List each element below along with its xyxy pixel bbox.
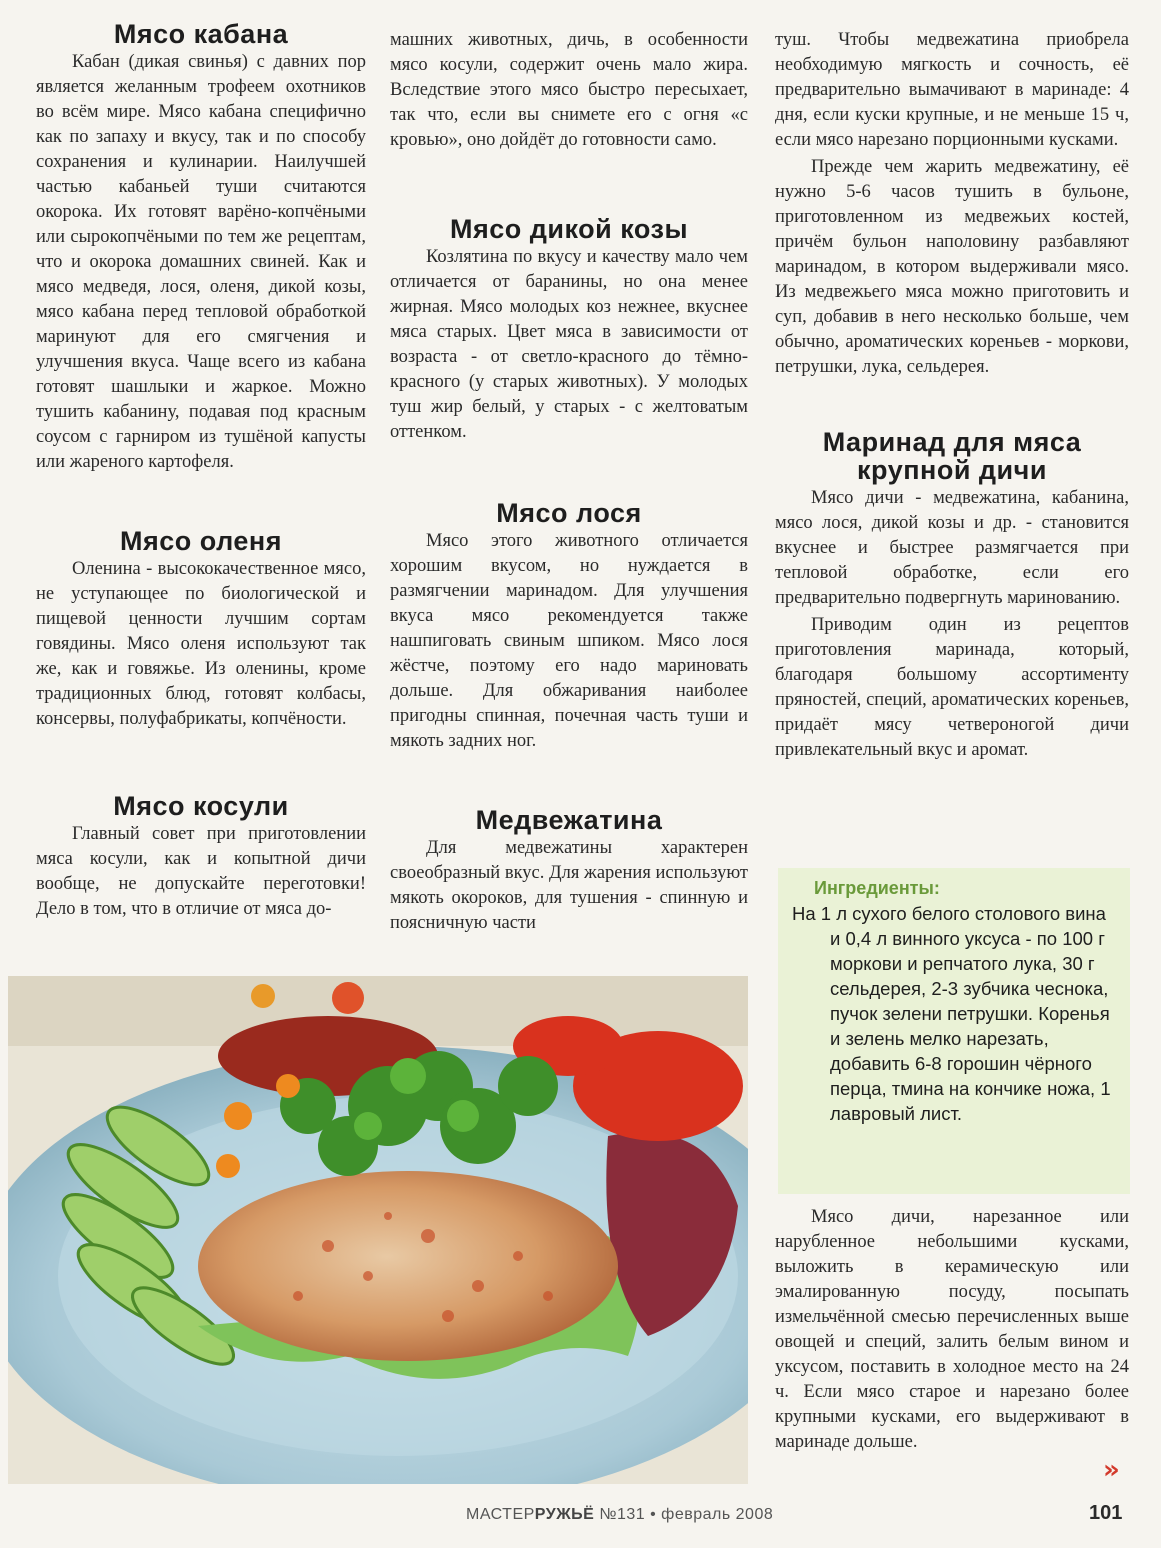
boar-heading: Мясо кабана: [113, 19, 289, 49]
column-2: [390, 28, 748, 938]
ingredients-text: На 1 л сухого белого столового вина и 0,4 л винного уксуса - по 100 г моркови и репчатого лука, 30 г сельдерея, 2-3 зубчика чеснока, пучок зелени петрушки. Коренья и зелень мелко нарезать, добавить 6-8 горошин чёрного перца, тмина на кончике ножа, 1 лавровый лист.: [792, 903, 1111, 1124]
goat-paragraph: Козлятина по вкусу и качеству мало чем отличается от баранины, но она менее жирная. Мясо молодых коз нежнее, вкуснее мяса старых. Цвет мяса в зависимости от возраста - от светло-красного до тёмно-красного (у старых животных). У молодых туш жир белый, у старых - с желтоватым оттенком.: [390, 247, 748, 442]
column-3: [775, 28, 1129, 765]
bear-heading: Медвежатина: [475, 805, 663, 835]
page-number: 101: [1089, 1502, 1123, 1524]
next-page-arrow-icon: »: [1103, 1455, 1120, 1485]
magazine-name-bold: РУЖЬЁ: [534, 1506, 595, 1523]
roe-heading: Мясо косули: [113, 791, 289, 821]
elk-paragraph: Мясо этого животного отличается хорошим вкусом, но нуждается в размягчении маринадом. Для улучшения вкуса мясо рекомендуется также нашпиговать свиным шпиком. Мясо лося жёстче, поэтому его надо мариновать дольше. Для обжаривания наиболее пригодны спинная, почечная часть туши и мякоть задних ног.: [390, 531, 748, 751]
bear-paragraph: Для медвежатины характерен своеобразный вкус. Для жарения используют мякоть окороков, для тушения - спинную и поясничную части: [390, 838, 748, 933]
bear-paragraph-cont: туш. Чтобы медвежатина приобрела необходимую мягкость и сочность, её предварительно вымачивают в маринаде: 4 дня, если куски крупные, и не меньше 15 ч, если мясо нарезано порционными кусками.: [775, 30, 1129, 150]
final-paragraph: Мясо дичи, нарезанное или нарубленное небольшими кусками, выложить в керамическую или эмалированную посуду, посыпать измельчённой смесью перечисленных выше овощей и специй, залить белым вином и уксусом, поставить в холодное место на 24 ч. Если мясо старое и нарезано более крупными кусками, его выдерживают в маринаде дольше.: [775, 1207, 1129, 1452]
roe-paragraph: Главный совет при приготовлении мяса косули, как и копытной дичи вообще, не допускайте переготовки! Дело в том, что в отличие от мяса до-: [36, 824, 366, 919]
ingredients-heading: Ингредиенты:: [814, 878, 940, 898]
dish-photo: [8, 976, 748, 1484]
marinade-paragraph-1: Мясо дичи - медвежатина, кабанина, мясо лося, дикой козы и др. - становится вкуснее и быстрее размягчается при тепловой обработке, если его предварительно подвергнуть маринованию.: [775, 488, 1129, 608]
goat-heading: Мясо дикой козы: [449, 214, 688, 244]
deer-heading: Мясо оленя: [120, 526, 282, 556]
deer-paragraph: Оленина - высококачественное мясо, не уступающее по биологической и пищевой ценности лучшим сортам говядины. Мясо оленя используют так же, как и говяжье. Из оленины, кроме традиционных блюд, готовят колбасы, консервы, полуфабрикаты, копчёности.: [36, 559, 366, 729]
boar-paragraph: Кабан (дикая свинья) с давних пор является желанным трофеем охотников во всём мире. Мясо кабана специфично как по запаху и вкусу, так и по способу сохранения и кулинарии. Наилучшей частью кабаньей туши считаются окорока. Их готовят варёно-копчёными или сырокопчёными по тем же рецептам, что и окорока домашних свиней. Как и мясо медведя, лося, оленя, дикой козы, мясо кабана перед тепловой обработкой маринуют для его смягчения и улучшения вкуса. Чаще всего из кабана готовят шашлыки и жаркое. Можно тушить кабанину, подавая под красным соусом с гарниром из тушёной капусты или жареного картофеля.: [36, 52, 366, 472]
marinade-paragraph-2: Приводим один из рецептов приготовления маринада, который, благодаря большому ассортименту пряностей, специй, ароматических кореньев, придаёт мясу четвероногой дичи привлекательный вкус и аромат.: [775, 615, 1129, 760]
magazine-footer: [466, 1506, 773, 1524]
ingredients-box: [778, 868, 1130, 1194]
roe-paragraph-cont: машних животных, дичь, в особенности мясо косули, содержит очень мало жира. Вследствие этого мясо быстро пересыхает, так что, если вы снимете его с огня «с кровью», оно дойдёт до готовности само.: [390, 30, 748, 150]
marinade-heading: Маринад для мяса крупной дичи: [822, 427, 1082, 485]
elk-heading: Мясо лося: [496, 498, 642, 528]
column-1: [36, 20, 366, 924]
magazine-issue: №131 • февраль 2008: [599, 1506, 774, 1523]
final-paragraph-block: [775, 1205, 1129, 1455]
bear-paragraph-2: Прежде чем жарить медвежатину, её нужно 5-6 часов тушить в бульоне, приготовленном из медвежьих костей, причём бульон наполовину разбавляют маринадом, в котором выдерживали мясо. Из медвежьего мяса можно приготовить и суп, добавив в него несколько больше, чем обычно, ароматических кореньев - моркови, петрушки, лука, сельдерея.: [775, 157, 1129, 377]
dish-illustration: [8, 976, 748, 1484]
magazine-name-light: МАСТЕР: [466, 1506, 535, 1523]
